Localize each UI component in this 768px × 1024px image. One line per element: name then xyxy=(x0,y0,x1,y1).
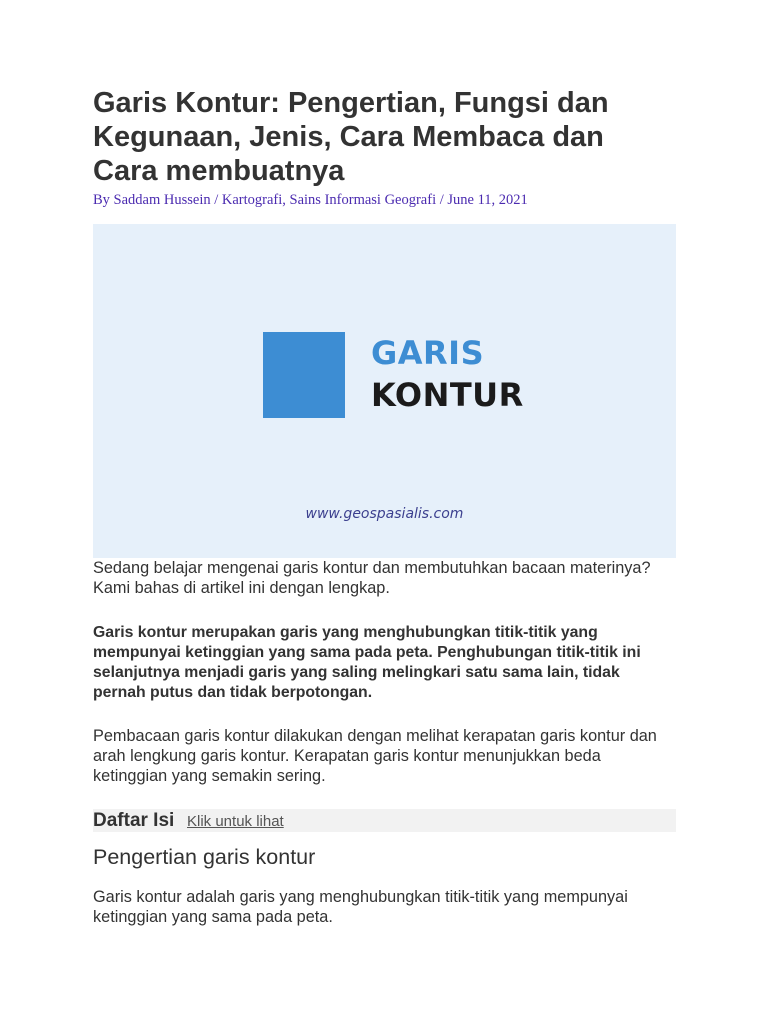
author-link[interactable]: Saddam Hussein xyxy=(113,192,211,208)
meta-by-prefix: By xyxy=(93,192,114,208)
table-of-contents xyxy=(93,809,676,832)
post-meta xyxy=(93,191,676,209)
section-heading: Pengertian garis kontur xyxy=(93,845,316,869)
toc-toggle-link[interactable]: Klik untuk lihat xyxy=(187,813,284,830)
section-paragraph: Garis kontur adalah garis yang menghubungkan titik-titik yang mempunyai ketinggian yang sama pada peta. xyxy=(93,888,628,926)
category-link-sains-informasi-geografi[interactable]: Sains Informasi Geografi xyxy=(289,192,437,208)
definition-paragraph: Garis kontur merupakan garis yang menghubungkan titik-titik yang mempunyai ketinggian yang sama pada peta. Penghubungan titik-titik ini selanjutnya menjadi garis yang saling melingkari satu sama lain, tidak pernah putus dan tidak berpotongan. xyxy=(93,624,641,701)
meta-comma: , xyxy=(282,192,290,208)
category-link-kartografi[interactable]: Kartografi xyxy=(221,192,283,208)
meta-separator: / xyxy=(210,192,222,208)
featured-image-square xyxy=(263,332,345,418)
toc-title: Daftar Isi xyxy=(93,810,175,831)
intro-paragraph: Sedang belajar mengenai garis kontur dan membutuhkan bacaan materinya? Kami bahas di artikel ini dengan lengkap. xyxy=(93,559,651,597)
post-date: June 11, 2021 xyxy=(447,192,528,208)
featured-image-url: www.geospasialis.com xyxy=(305,506,464,522)
reading-paragraph: Pembacaan garis kontur dilakukan dengan melihat kerapatan garis kontur dan arah lengkung garis kontur. Kerapatan garis kontur menunjukkan beda ketinggian yang semakin sering. xyxy=(93,727,657,785)
featured-image-word-kontur: KONTUR xyxy=(371,376,524,414)
featured-image-word-garis: GARIS xyxy=(371,334,485,372)
meta-separator: / xyxy=(436,192,448,208)
featured-image xyxy=(93,224,676,558)
page-title: Garis Kontur: Pengertian, Fungsi dan Kegunaan, Jenis, Cara Membaca dan Cara membuatnya xyxy=(93,87,609,187)
